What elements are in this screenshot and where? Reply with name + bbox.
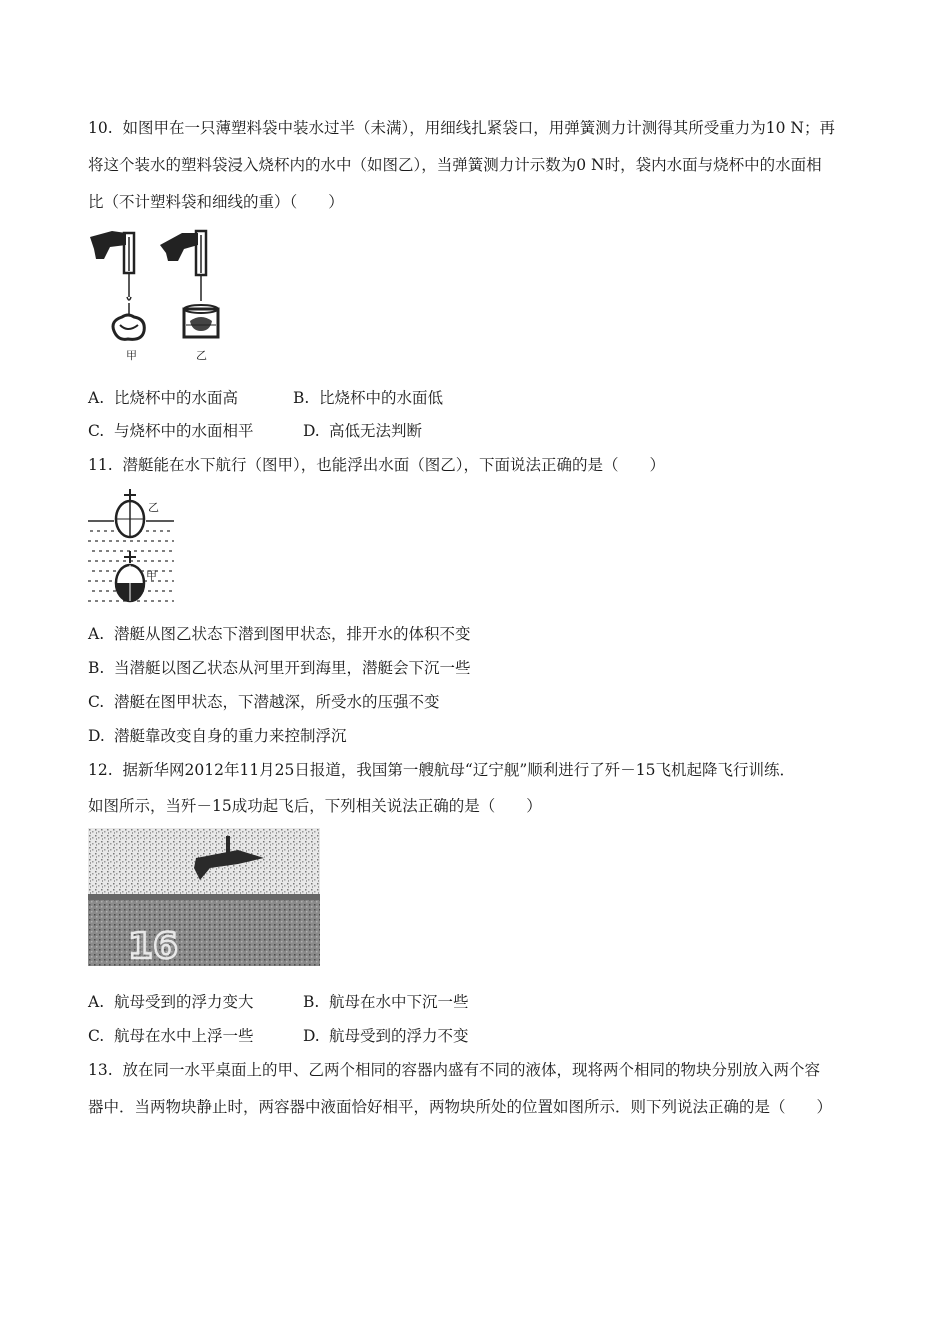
hand-a-icon	[90, 231, 126, 259]
q12-line-2: 如图所示，当歼－15成功起飞后，下列相关说法正确的是（ ）	[88, 797, 542, 815]
q12-options-row-1	[88, 992, 468, 1012]
q11-option-c[interactable]: C. 潜艇在图甲状态，下潜越深，所受水的压强不变	[88, 693, 440, 711]
q12-photo	[88, 828, 320, 966]
q10-text-1: 如图甲在一只薄塑料袋中装水过半（未满），用细线扎紧袋口，用弹簧测力计测得其所受重力为10 N；再	[122, 119, 835, 137]
q10-option-d[interactable]: D. 高低无法判断	[302, 422, 422, 440]
q12-option-a[interactable]: A. 航母受到的浮力变大	[88, 993, 254, 1011]
q10-option-c[interactable]: C. 与烧杯中的水面相平	[88, 422, 254, 440]
q10-line-2: 将这个装水的塑料袋浸入烧杯内的水中（如图乙），当弹簧测力计示数为0 N时，袋内水面与烧杯中的水面相	[88, 156, 822, 174]
q10-line-3: 比（不计塑料袋和细线的重）（ ）	[88, 193, 344, 211]
q12-text-1: 据新华网2012年11月25日报道，我国第一艘航母“辽宁舰”顺利进行了歼－15飞机起降飞行训练．	[122, 761, 795, 779]
q11-figure	[86, 487, 181, 612]
q11-fig-label-jia: 甲	[146, 569, 157, 582]
q11-line-1	[88, 455, 665, 475]
q11-option-b[interactable]: B. 当潜艇以图乙状态从河里开到海里，潜艇会下沉一些	[88, 659, 471, 677]
q10-number: 10.	[88, 119, 113, 137]
deck-number: 16	[128, 926, 179, 966]
q11-fig-label-yi: 乙	[148, 501, 159, 514]
q13-line-1	[88, 1060, 820, 1080]
water-bag-icon	[113, 315, 144, 339]
q13-number: 13.	[88, 1061, 113, 1079]
q11-option-a[interactable]: A. 潜艇从图乙状态下潜到图甲状态，排开水的体积不变	[88, 625, 471, 643]
q11-number: 11.	[88, 456, 113, 474]
q12-options-row-2	[88, 1026, 468, 1046]
q12-option-d[interactable]: D. 航母受到的浮力不变	[302, 1027, 469, 1045]
q12-option-b[interactable]: B. 航母在水中下沉一些	[302, 993, 469, 1011]
q12-number: 12.	[88, 761, 113, 779]
q10-option-b[interactable]: B. 比烧杯中的水面低	[292, 389, 443, 407]
q11-option-d[interactable]: D. 潜艇靠改变自身的重力来控制浮沉	[88, 727, 347, 745]
q10-fig-label-jia: 甲	[126, 349, 137, 362]
q10-option-a[interactable]: A. 比烧杯中的水面高	[88, 389, 239, 407]
q10-fig-label-yi: 乙	[196, 349, 207, 362]
q12-line-1	[88, 760, 795, 780]
q13-line-2: 器中．当两物块静止时，两容器中液面恰好相平，两物块所处的位置如图所示．则下列说法正确的是（ ）	[88, 1098, 833, 1116]
q10-figure	[86, 225, 236, 363]
q10-options-row-1	[88, 388, 443, 408]
q10-line-1	[88, 118, 835, 138]
q13-text-1: 放在同一水平桌面上的甲、乙两个相同的容器内盛有不同的液体，现将两个相同的物块分别放入两个容	[122, 1061, 821, 1079]
q12-option-c[interactable]: C. 航母在水中上浮一些	[88, 1027, 254, 1045]
hand-b-icon	[160, 233, 198, 261]
q11-text-1: 潜艇能在水下航行（图甲），也能浮出水面（图乙），下面说法正确的是（ ）	[122, 456, 666, 474]
q10-options-row-2	[88, 421, 422, 441]
